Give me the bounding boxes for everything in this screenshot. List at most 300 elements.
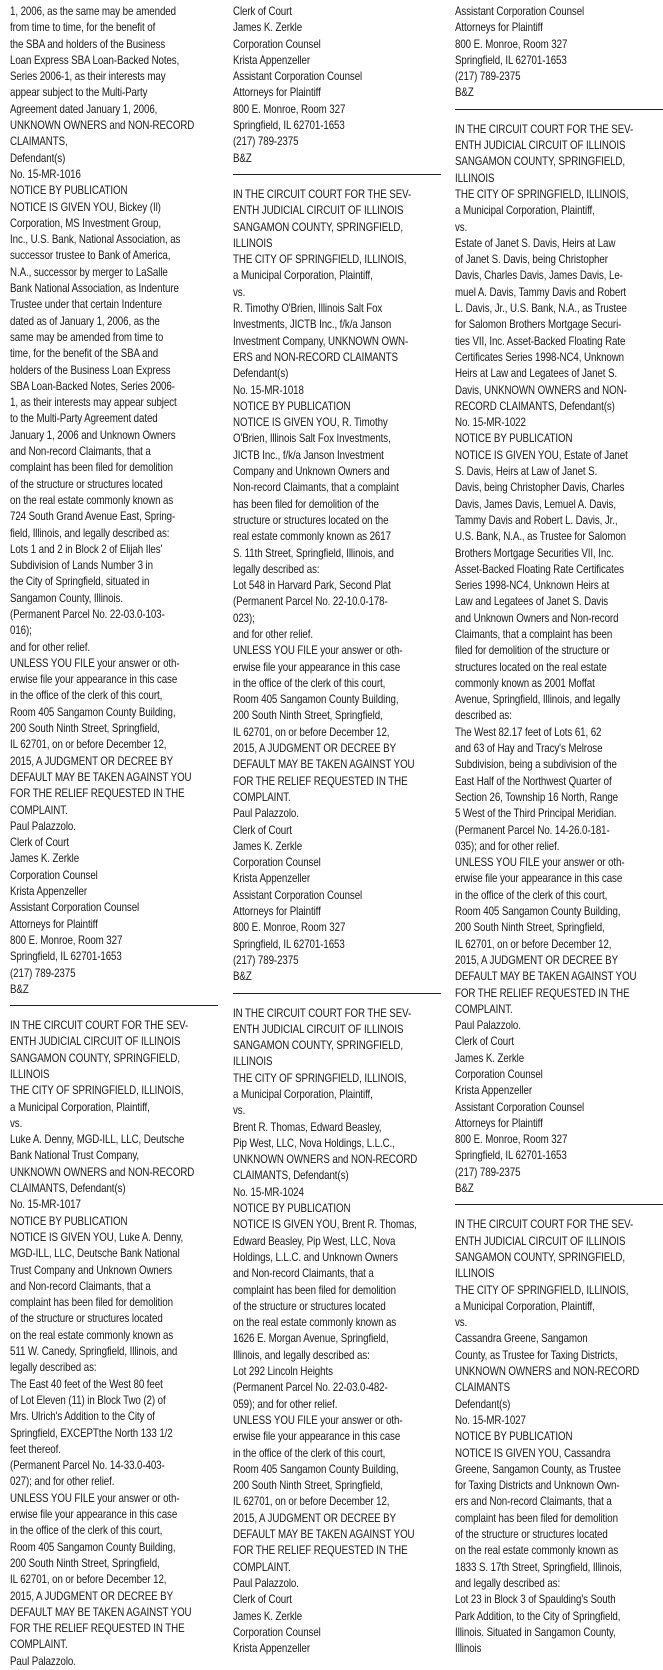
notice-text-line: structures located on the real estate xyxy=(455,660,607,674)
notice-text-line: and 63 of Hay and Tracy's Melrose xyxy=(455,742,603,756)
notice-text-line: 800 E. Monroe, Room 327 xyxy=(233,102,346,116)
legal-notice xyxy=(10,4,218,998)
notice-divider xyxy=(233,993,441,994)
notice-text-line: Davis, being Christopher Davis, Charles xyxy=(455,481,625,495)
notice-text-line: B&Z xyxy=(233,151,252,165)
notice-text-line: UNKNOWN OWNERS and NON-RECORD xyxy=(233,1153,418,1167)
notice-text-line: 016); xyxy=(10,624,32,638)
notice-text-line: FOR THE RELIEF REQUESTED IN THE xyxy=(455,986,630,1000)
notice-text-line: 2015, A JUDGMENT OR DECREE BY xyxy=(10,754,173,768)
notice-text-line: CLAIMANTS, Defendant(s) xyxy=(233,1169,349,1183)
notice-text-line: (217) 789-2375 xyxy=(233,135,299,149)
notice-text-line: U.S. Bank, N.A., as Trustee for Salomon xyxy=(455,530,627,544)
notice-text-line: B&Z xyxy=(455,1182,474,1196)
notice-text-line: of Janet S. Davis, being Christopher xyxy=(455,253,608,267)
notice-text-line: 2015, A JUDGMENT OR DECREE BY xyxy=(455,953,618,967)
notice-text-line: Attorneys for Plaintiff xyxy=(233,905,321,919)
notice-text-line: B&Z xyxy=(455,86,474,100)
notice-text-line: Lot 292 Lincoln Heights xyxy=(233,1365,333,1379)
notice-text-line: in the office of the clerk of this court, xyxy=(455,888,608,902)
notice-text-line: COMPLAINT. xyxy=(455,1002,513,1016)
notice-text-line: Assistant Corporation Counsel xyxy=(10,901,140,915)
notice-text-line: vs. xyxy=(455,1316,468,1330)
column-3 xyxy=(455,4,663,1656)
notice-text-line: ENTH JUDICIAL CIRCUIT OF ILLINOIS xyxy=(455,1234,626,1248)
notice-text-line: Park Addition, to the City of Springfield, xyxy=(455,1609,621,1623)
notice-text-line: James K. Zerkle xyxy=(455,1051,525,1065)
notice-text-line: 2015, A JUDGMENT OR DECREE BY xyxy=(10,1589,173,1603)
notice-text-line: SANGAMON COUNTY, SPRINGFIELD, xyxy=(233,1039,404,1053)
notice-text-line: Springfield, IL 62701-1653 xyxy=(233,119,345,133)
notice-text-line: Assistant Corporation Counsel xyxy=(233,888,363,902)
notice-divider xyxy=(455,1204,663,1205)
notice-text-line: UNLESS YOU FILE your answer or oth- xyxy=(233,644,403,658)
notice-text-line: Room 405 Sangamon County Building, xyxy=(10,705,176,719)
notice-text-line: (217) 789-2375 xyxy=(10,966,76,980)
notice-text-line: complaint has been filed for demolition xyxy=(10,1296,173,1310)
notice-text-line: No. 15-MR-1024 xyxy=(233,1185,304,1199)
notice-text-line: NOTICE IS GIVEN YOU, Bickey (Il) xyxy=(10,200,161,214)
notice-text-line: Law and Legatees of Janet S. Davis xyxy=(455,595,609,609)
notice-text-line: IN THE CIRCUIT COURT FOR THE SEV- xyxy=(233,1006,412,1020)
notice-text-line: 200 South Ninth Street, Springfield, xyxy=(233,709,383,723)
notice-text-line: Trustee under that certain Indenture xyxy=(10,298,163,312)
notice-text-line: Agreement dated January 1, 2006, xyxy=(10,102,158,116)
notice-text-line: NOTICE BY PUBLICATION xyxy=(10,184,128,198)
notice-text-line: Attorneys for Plaintiff xyxy=(233,86,321,100)
notice-text-line: Inc., U.S. Bank, National Association, as xyxy=(10,233,181,247)
notice-text-line: ENTH JUDICIAL CIRCUIT OF ILLINOIS xyxy=(10,1035,181,1049)
notice-text-line: Trust Company and Unknown Owners xyxy=(10,1263,173,1277)
notice-text-line: appear subject to the Multi-Party xyxy=(10,86,148,100)
notice-text-line: commonly known as 2001 Moffat xyxy=(455,676,595,690)
notice-text-line: Paul Palazzolo. xyxy=(233,807,299,821)
notice-text-line: COMPLAINT. xyxy=(10,803,68,817)
notice-text-line: 1, 2006, as the same may be amended xyxy=(10,5,176,18)
notice-text-line: L. Davis, Jr., U.S. Bank, N.A., as Trustee xyxy=(455,302,627,316)
notice-text-line: vs. xyxy=(455,220,468,234)
notice-text-line: and for other relief. xyxy=(233,627,313,641)
notice-text-line: Edward Beasley, Pip West, LLC, Nova xyxy=(233,1234,396,1248)
notice-text-line: and Non-record Claimants, that a xyxy=(10,1279,151,1293)
notice-text-line: real estate commonly known as 2617 xyxy=(233,530,391,544)
notice-text-line: Krista Appenzeller xyxy=(233,1642,310,1656)
notice-text-line: a Municipal Corporation, Plaintiff, xyxy=(455,1299,595,1313)
notice-text-line: Lots 1 and 2 in Block 2 of Elijah Iles' xyxy=(10,542,163,556)
notice-text-line: Davis, Charles Davis, James Davis, Le- xyxy=(455,269,623,283)
notice-text-line: Room 405 Sangamon County Building, xyxy=(233,693,399,707)
notice-text-line: No. 15-MR-1027 xyxy=(455,1413,526,1427)
notice-text-line: Illinois. Situated in Sangamon County, xyxy=(455,1625,616,1639)
notice-text-line: No. 15-MR-1018 xyxy=(233,383,304,397)
notice-text-line: THE CITY OF SPRINGFIELD, ILLINOIS, xyxy=(455,187,629,201)
notice-text-line: James K. Zerkle xyxy=(233,1609,303,1623)
notice-text-line: in the office of the clerk of this court, xyxy=(10,1524,163,1538)
notice-text-line: Section 26, Township 16 North, Range xyxy=(455,790,619,804)
notice-text-line: IL 62701, on or before December 12, xyxy=(10,1573,167,1587)
notice-text-line: Paul Palazzolo. xyxy=(233,1576,299,1590)
notice-text-line: 5 West of the Third Principal Meridian. xyxy=(455,807,617,821)
notice-text-line: and legally described as: xyxy=(455,1576,561,1590)
notice-text-line: legally described as: xyxy=(233,562,320,576)
notice-text-line: UNLESS YOU FILE your answer or oth- xyxy=(10,656,180,670)
notice-text-line: Springfield, IL 62701-1653 xyxy=(455,1149,567,1163)
notice-text-line: Pip West, LLC, Nova Holdings, L.L.C., xyxy=(233,1136,395,1150)
notice-text-line: SANGAMON COUNTY, SPRINGFIELD, xyxy=(455,155,626,169)
notice-text-line: NOTICE IS GIVEN YOU, Cassandra xyxy=(455,1446,611,1460)
notice-text-line: of the structure or structures located xyxy=(10,477,163,491)
notice-text-line: Krista Appenzeller xyxy=(233,53,310,67)
notice-text-line: IN THE CIRCUIT COURT FOR THE SEV- xyxy=(10,1019,189,1033)
notice-text-line: Davis, UNKNOWN OWNERS and NON- xyxy=(455,383,627,397)
notice-text-line: IN THE CIRCUIT COURT FOR THE SEV- xyxy=(455,122,634,136)
notice-text-line: 1833 S. 17th Street, Springfield, Illinois, xyxy=(455,1560,622,1574)
notice-text-line: vs. xyxy=(233,285,246,299)
notice-text-line: Clerk of Court xyxy=(455,1035,514,1049)
notice-text-line: 800 E. Monroe, Room 327 xyxy=(455,37,568,51)
notice-text-line: ILLINOIS xyxy=(233,236,273,250)
notice-text-line: (Permanent Parcel No. 14-33.0-403- xyxy=(10,1459,165,1473)
notice-text-line: UNLESS YOU FILE your answer or oth- xyxy=(233,1413,403,1427)
notice-text-line: NOTICE IS GIVEN YOU, Luke A. Denny, xyxy=(10,1230,184,1244)
notice-text-line: THE CITY OF SPRINGFIELD, ILLINOIS, xyxy=(233,1071,407,1085)
notice-text-line: time, for the benefit of the SBA and xyxy=(10,347,159,361)
notice-text-line: of the structure or structures located xyxy=(10,1312,163,1326)
column-1 xyxy=(10,4,218,1668)
notice-text-line: Non-record Claimants, that a complaint xyxy=(233,481,399,495)
notice-text-line: NOTICE IS GIVEN YOU, Estate of Janet xyxy=(455,448,628,462)
notice-text-line: FOR THE RELIEF REQUESTED IN THE xyxy=(10,787,185,801)
notice-text-line: UNKNOWN OWNERS and NON-RECORD xyxy=(455,1365,640,1379)
notice-divider xyxy=(455,109,663,110)
notice-text-line: East Half of the Northwest Quarter of xyxy=(455,774,612,788)
notice-text-line: complaint has been filed for demolition xyxy=(10,461,173,475)
notice-text-line: field, Illinois, and legally described as: xyxy=(10,526,170,540)
notice-text-line: Krista Appenzeller xyxy=(10,885,87,899)
notice-text-line: UNKNOWN OWNERS and NON-RECORD xyxy=(10,119,195,133)
notice-text-line: Assistant Corporation Counsel xyxy=(455,1100,585,1114)
notice-text-line: NOTICE BY PUBLICATION xyxy=(455,432,573,446)
notice-text-line: successor trustee to Bank of America, xyxy=(10,249,171,263)
notice-text-line: erwise file your appearance in this case xyxy=(233,1430,401,1444)
notice-text-line: Sangamon County, Illinois. xyxy=(10,591,123,605)
notice-text-line: THE CITY OF SPRINGFIELD, ILLINOIS, xyxy=(233,253,407,267)
notice-text-line: Mrs. Ulrich's Addition to the City of xyxy=(10,1410,155,1424)
notice-text-line: in the office of the clerk of this court, xyxy=(10,689,163,703)
notice-text-line: 200 South Ninth Street, Springfield, xyxy=(10,1556,160,1570)
notice-text-line: FOR THE RELIEF REQUESTED IN THE xyxy=(233,1544,408,1558)
notice-text-line: to the Multi-Party Agreement dated xyxy=(10,412,158,426)
legal-notice xyxy=(455,1217,663,1657)
notice-text-line: SANGAMON COUNTY, SPRINGFIELD, xyxy=(10,1051,181,1065)
notice-text-line: Investments, JICTB Inc., f/k/a Janson xyxy=(233,318,392,332)
notice-text-line: IN THE CIRCUIT COURT FOR THE SEV- xyxy=(455,1218,634,1232)
notice-text-line: of the structure or structures located xyxy=(455,1528,608,1542)
notice-text-line: Brothers Mortgage Securities VII, Inc. xyxy=(455,546,614,560)
notice-text-line: DEFAULT MAY BE TAKEN AGAINST YOU xyxy=(233,758,415,772)
notice-text-line: Illinois xyxy=(455,1642,482,1656)
notice-text-line: Defendant(s) xyxy=(455,1397,511,1411)
notice-text-line: THE CITY OF SPRINGFIELD, ILLINOIS, xyxy=(455,1283,629,1297)
notice-text-line: UNLESS YOU FILE your answer or oth- xyxy=(455,856,625,870)
notice-text-line: Clerk of Court xyxy=(233,5,292,18)
notice-text-line: holders of the Business Loan Express xyxy=(10,363,171,377)
notice-text-line: Corporation Counsel xyxy=(233,37,321,51)
notice-text-line: Attorneys for Plaintiff xyxy=(455,1116,543,1130)
notice-text-line: filed for demolition of the structure or xyxy=(455,644,610,658)
notice-text-line: Corporation Counsel xyxy=(10,868,98,882)
notice-text-line: complaint has been filed for demolition xyxy=(455,1511,618,1525)
notice-text-line: Corporation Counsel xyxy=(233,1625,321,1639)
legal-notice xyxy=(10,1018,218,1670)
notice-text-line: legally described as: xyxy=(10,1361,97,1375)
notice-text-line: FOR THE RELIEF REQUESTED IN THE xyxy=(10,1622,185,1636)
notice-text-line: Corporation, MS Investment Group, xyxy=(10,216,161,230)
notice-text-line: 2015, A JUDGMENT OR DECREE BY xyxy=(233,742,396,756)
notice-text-line: 035); and for other relief. xyxy=(455,839,560,853)
notice-text-line: County, as Trustee for Taxing Districts, xyxy=(455,1348,618,1362)
notice-text-line: a Municipal Corporation, Plaintiff, xyxy=(455,204,595,218)
notice-text-line: Davis, James Davis, Lemuel A. Davis, xyxy=(455,497,616,511)
notice-text-line: dated as of January 1, 2006, as the xyxy=(10,314,160,328)
notice-text-line: Springfield, IL 62701-1653 xyxy=(10,950,122,964)
notice-text-line: James K. Zerkle xyxy=(10,852,80,866)
notice-text-line: Estate of Janet S. Davis, Heirs at Law xyxy=(455,236,616,250)
notice-text-line: 059); and for other relief. xyxy=(233,1397,338,1411)
notice-text-line: S. Davis, Heirs at Law of Janet S. xyxy=(455,465,598,479)
notice-text-line: 800 E. Monroe, Room 327 xyxy=(10,933,123,947)
notice-text-line: James K. Zerkle xyxy=(233,21,303,35)
notice-text-line: 1626 E. Morgan Avenue, Springfield, xyxy=(233,1332,389,1346)
notice-text-line: Springfield, IL 62701-1653 xyxy=(233,937,345,951)
notice-text-line: COMPLAINT. xyxy=(233,790,291,804)
notice-text-line: Attorneys for Plaintiff xyxy=(455,21,543,35)
notice-text-line: CLAIMANTS xyxy=(455,1381,510,1395)
notice-text-line: Paul Palazzolo. xyxy=(455,1019,521,1033)
notice-text-line: vs. xyxy=(10,1116,23,1130)
notice-text-line: Loan Express SBA Loan-Backed Notes, xyxy=(10,53,180,67)
notice-text-line: Investment Company, UNKNOWN OWN- xyxy=(233,334,409,348)
notice-text-line: No. 15-MR-1022 xyxy=(455,416,526,430)
legal-notice xyxy=(455,4,663,102)
legal-notice xyxy=(455,122,663,1198)
notice-text-line: 2015, A JUDGMENT OR DECREE BY xyxy=(233,1511,396,1525)
notice-text-line: IL 62701, on or before December 12, xyxy=(233,725,390,739)
notice-text-line: Assistant Corporation Counsel xyxy=(233,70,363,84)
notice-text-line: Springfield, IL 62701-1653 xyxy=(455,53,567,67)
notice-text-line: Cassandra Greene, Sangamon xyxy=(455,1332,588,1346)
notice-text-line: (217) 789-2375 xyxy=(233,953,299,967)
notice-text-line: and Unknown Owners and Non-record xyxy=(455,611,619,625)
notice-text-line: IL 62701, on or before December 12, xyxy=(455,937,612,951)
notice-text-line: described as: xyxy=(455,709,512,723)
notice-text-line: 511 W. Canedy, Springfield, Illinois, and xyxy=(10,1345,178,1359)
notice-text-line: complaint has been filed for demolition xyxy=(233,1283,396,1297)
notice-text-line: No. 15-MR-1016 xyxy=(10,167,81,181)
notice-text-line: Paul Palazzolo. xyxy=(10,1654,76,1668)
notice-text-line: ENTH JUDICIAL CIRCUIT OF ILLINOIS xyxy=(233,1022,404,1036)
notice-text-line: B&Z xyxy=(233,970,252,984)
notice-text-line: Tammy Davis and Robert L. Davis, Jr., xyxy=(455,513,618,527)
notice-text-line: MGD-ILL, LLC, Deutsche Bank National xyxy=(10,1247,180,1261)
notice-text-line: (217) 789-2375 xyxy=(455,1165,521,1179)
notice-text-line: the City of Springfield, situated in xyxy=(10,575,150,589)
notice-text-line: erwise file your appearance in this case xyxy=(455,872,623,886)
notice-text-line: NOTICE BY PUBLICATION xyxy=(10,1214,128,1228)
notice-text-line: ers and Non-record Claimants, that a xyxy=(455,1495,612,1509)
notice-text-line: Lot 23 in Block 3 of Spaulding's South xyxy=(455,1593,616,1607)
notice-text-line: CLAIMANTS, xyxy=(10,135,68,149)
notice-text-line: Bank National Trust Company, xyxy=(10,1149,140,1163)
notice-text-line: JICTB Inc., f/k/a Janson Investment xyxy=(233,448,384,462)
notice-text-line: The East 40 feet of the West 80 feet xyxy=(10,1377,163,1391)
notice-text-line: on the real estate commonly known as xyxy=(233,1316,397,1330)
notice-text-line: Attorneys for Plaintiff xyxy=(10,917,98,931)
notice-text-line: Defendant(s) xyxy=(233,367,289,381)
notice-text-line: in the office of the clerk of this court, xyxy=(233,1446,386,1460)
notice-text-line: Illinois, and legally described as: xyxy=(233,1348,370,1362)
notice-text-line: NOTICE IS GIVEN YOU, Brent R. Thomas, xyxy=(233,1218,417,1232)
notice-text-line: Corporation Counsel xyxy=(233,856,321,870)
notice-text-line: on the real estate commonly known as xyxy=(10,493,174,507)
notice-text-line: erwise file your appearance in this case xyxy=(10,673,178,687)
notice-text-line: a Municipal Corporation, Plaintiff, xyxy=(10,1100,150,1114)
notice-text-line: Series 2006-1, as their interests may xyxy=(10,70,166,84)
notice-text-line: DEFAULT MAY BE TAKEN AGAINST YOU xyxy=(455,970,637,984)
notice-text-line: Luke A. Denny, MGD-ILL, LLC, Deutsche xyxy=(10,1133,185,1147)
legal-notice xyxy=(233,4,441,167)
notice-text-line: (Permanent Parcel No. 22-03.0-482- xyxy=(233,1381,388,1395)
notice-text-line: the SBA and holders of the Business xyxy=(10,37,166,51)
notice-text-line: Brent R. Thomas, Edward Beasley, xyxy=(233,1120,382,1134)
notice-text-line: ERS and NON-RECORD CLAIMANTS xyxy=(233,350,398,364)
notice-text-line: for Salomon Brothers Mortgage Securi- xyxy=(455,318,622,332)
notice-text-line: 1, as their interests may appear subject xyxy=(10,396,177,410)
notice-text-line: Holdings, L.L.C. and Unknown Owners xyxy=(233,1250,398,1264)
notice-text-line: SANGAMON COUNTY, SPRINGFIELD, xyxy=(455,1250,626,1264)
notice-text-line: IL 62701, on or before December 12, xyxy=(10,738,167,752)
notice-text-line: NOTICE BY PUBLICATION xyxy=(233,1202,351,1216)
notice-text-line: CLAIMANTS, Defendant(s) xyxy=(10,1182,126,1196)
notice-text-line: UNKNOWN OWNERS and NON-RECORD xyxy=(10,1165,195,1179)
notice-text-line: 800 E. Monroe, Room 327 xyxy=(455,1133,568,1147)
notice-text-line: ILLINOIS xyxy=(455,171,495,185)
notice-text-line: UNLESS YOU FILE your answer or oth- xyxy=(10,1491,180,1505)
notice-text-line: NOTICE BY PUBLICATION xyxy=(455,1430,573,1444)
notice-text-line: Defendant(s) xyxy=(10,151,66,165)
notice-text-line: (Permanent Parcel No. 22-03.0-103- xyxy=(10,607,165,621)
notice-text-line: 200 South Ninth Street, Springfield, xyxy=(10,722,160,736)
notice-text-line: and for other relief. xyxy=(10,640,90,654)
notice-text-line: Claimants, that a complaint has been xyxy=(455,627,613,641)
notice-text-line: (Permanent Parcel No. 14-26.0-181- xyxy=(455,823,610,837)
notice-text-line: muel A. Davis, Tammy Davis and Robert xyxy=(455,285,626,299)
notice-text-line: vs. xyxy=(233,1104,246,1118)
notice-text-line: Assistant Corporation Counsel xyxy=(455,5,585,18)
notice-text-line: Room 405 Sangamon County Building, xyxy=(10,1540,176,1554)
notice-divider xyxy=(233,174,441,175)
notice-text-line: IL 62701, on or before December 12, xyxy=(233,1495,390,1509)
notice-text-line: N.A., successor by merger to LaSalle xyxy=(10,265,168,279)
notice-text-line: Heirs at Law and Legatees of Janet S. xyxy=(455,367,618,381)
notice-text-line: DEFAULT MAY BE TAKEN AGAINST YOU xyxy=(233,1528,415,1542)
notice-text-line: Subdivision of Lands Number 3 in xyxy=(10,559,153,573)
notice-text-line: Subdivision, being a subdivision of the xyxy=(455,758,617,772)
notice-text-line: COMPLAINT. xyxy=(233,1560,291,1574)
notice-text-line: Lot 548 in Harvard Park, Second Plat xyxy=(233,579,391,593)
notice-text-line: erwise file your appearance in this case xyxy=(10,1508,178,1522)
notice-text-line: DEFAULT MAY BE TAKEN AGAINST YOU xyxy=(10,1605,192,1619)
notice-text-line: THE CITY OF SPRINGFIELD, ILLINOIS, xyxy=(10,1084,184,1098)
notice-divider xyxy=(10,1005,218,1006)
notice-text-line: Paul Palazzolo. xyxy=(10,819,76,833)
notice-text-line: Series 1998-NC4, Unknown Heirs at xyxy=(455,579,610,593)
notice-text-line: ENTH JUDICIAL CIRCUIT OF ILLINOIS xyxy=(233,204,404,218)
notice-text-line: a Municipal Corporation, Plaintiff, xyxy=(233,1088,373,1101)
notice-text-line: James K. Zerkle xyxy=(233,839,303,853)
notice-text-line: No. 15-MR-1017 xyxy=(10,1198,81,1212)
notice-text-line: on the real estate commonly known as xyxy=(10,1328,174,1342)
notice-text-line: of Lot Eleven (11) in Block Two (2) of xyxy=(10,1393,166,1407)
notice-text-line: Clerk of Court xyxy=(233,1593,292,1607)
notice-text-line: Company and Unknown Owners and xyxy=(233,465,390,479)
notice-text-line: 023); xyxy=(233,611,255,625)
notice-text-line: S. 11th Street, Springfield, Illinois, and xyxy=(233,546,394,560)
notice-text-line: Avenue, Springfield, Illinois, and legally xyxy=(455,693,621,707)
notice-text-line: erwise file your appearance in this case xyxy=(233,660,401,674)
notice-text-line: Clerk of Court xyxy=(233,823,292,837)
notice-text-line: 027); and for other relief. xyxy=(10,1475,115,1489)
notice-text-line: and Non-record Claimants, that a xyxy=(10,445,151,459)
notice-text-line: Krista Appenzeller xyxy=(233,872,310,886)
notice-text-line: Krista Appenzeller xyxy=(455,1084,532,1098)
notice-text-line: structure or structures located on the xyxy=(233,513,389,527)
notice-text-line: same may be amended from time to xyxy=(10,330,164,344)
notice-text-line: a Municipal Corporation, Plaintiff, xyxy=(233,269,373,283)
notice-text-line: ILLINOIS xyxy=(233,1055,273,1069)
notice-text-line: ENTH JUDICIAL CIRCUIT OF ILLINOIS xyxy=(455,139,626,153)
notice-text-line: Springfield, EXCEPTthe North 133 1/2 xyxy=(10,1426,173,1440)
notice-text-line: in the office of the clerk of this court, xyxy=(233,676,386,690)
column-2 xyxy=(233,4,441,1656)
notice-text-line: feet thereof. xyxy=(10,1442,61,1456)
notice-text-line: from time to time, for the benefit of xyxy=(10,21,156,35)
notice-text-line: DEFAULT MAY BE TAKEN AGAINST YOU xyxy=(10,770,192,784)
notice-text-line: IN THE CIRCUIT COURT FOR THE SEV- xyxy=(233,187,412,201)
notice-text-line: Greene, Sangamon County, as Trustee xyxy=(455,1462,621,1476)
notice-text-line: ILLINOIS xyxy=(10,1068,50,1081)
notice-text-line: Bank National Association, as Indenture xyxy=(10,282,179,296)
notice-text-line: FOR THE RELIEF REQUESTED IN THE xyxy=(233,774,408,788)
notice-text-line: COMPLAINT. xyxy=(10,1638,68,1652)
notice-text-line: for Taxing Districts and Unknown Own- xyxy=(455,1479,620,1493)
notice-text-line: Certificates Series 1998-NC4, Unknown xyxy=(455,350,625,364)
notice-text-line: NOTICE IS GIVEN YOU, R. Timothy xyxy=(233,416,388,430)
notice-text-line: Room 405 Sangamon County Building, xyxy=(455,905,621,919)
notice-text-line: Room 405 Sangamon County Building, xyxy=(233,1462,399,1476)
notice-text-line: O'Brien, Illinois Salt Fox Investments, xyxy=(233,432,391,446)
notice-text-line: 200 South Ninth Street, Springfield, xyxy=(455,921,605,935)
notice-text-line: Clerk of Court xyxy=(10,836,69,850)
notice-text-line: The West 82.17 feet of Lots 61, 62 xyxy=(455,725,602,739)
legal-notice xyxy=(233,187,441,986)
notice-text-line: and Non-record Claimants, that a xyxy=(233,1267,374,1281)
notice-text-line: SANGAMON COUNTY, SPRINGFIELD, xyxy=(233,220,404,234)
notice-text-line: on the real estate commonly known as xyxy=(455,1544,619,1558)
notice-text-line: of the structure or structures located xyxy=(233,1299,386,1313)
notice-text-line: Asset-Backed Floating Rate Certificates xyxy=(455,562,624,576)
notice-text-line: 200 South Ninth Street, Springfield, xyxy=(233,1479,383,1493)
